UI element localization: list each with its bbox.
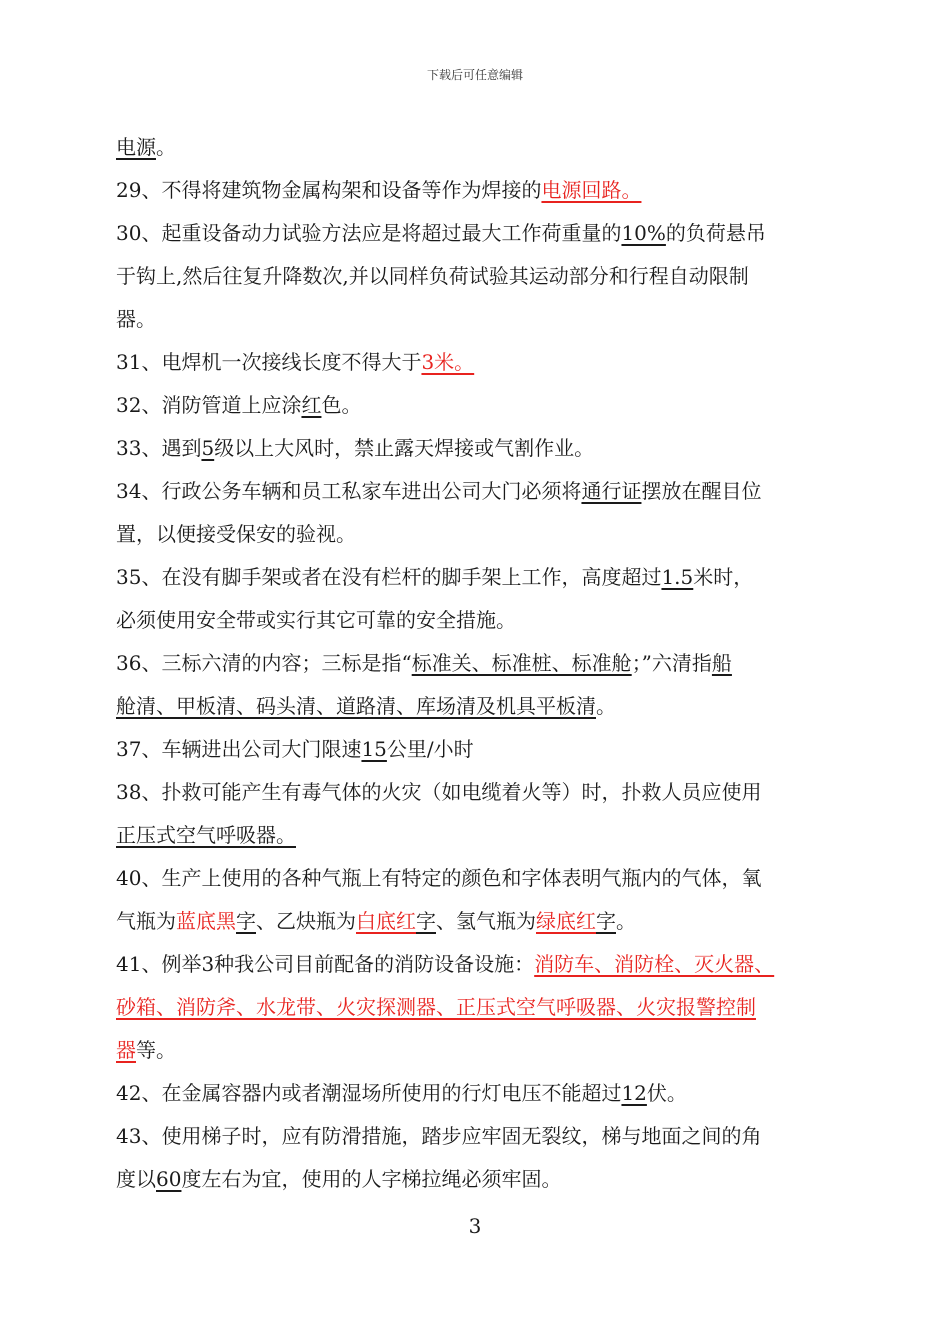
- text-segment: 伏。: [646, 1081, 687, 1105]
- answer-text: 红: [301, 393, 322, 417]
- text-line: [116, 857, 840, 900]
- answer-text: 船: [711, 651, 732, 675]
- text-line: [116, 384, 840, 427]
- text-segment: 37、车辆进出公司大门限速: [116, 737, 362, 761]
- text-line: [116, 685, 840, 728]
- answer-text: 字: [596, 909, 616, 933]
- text-segment: 的负荷悬吊: [665, 221, 766, 245]
- text-segment: 43、使用梯子时，应有防滑措施，踏步应牢固无裂纹，梯与地面之间的角: [116, 1124, 762, 1148]
- text-segment: 30、起重设备动力试验方法应是将超过最大工作荷重量的: [116, 221, 622, 245]
- text-segment: 31、电焊机一次接线长度不得大于: [116, 350, 422, 374]
- text-segment: 色。: [321, 393, 362, 417]
- text-segment: 。: [596, 694, 616, 718]
- text-line: [116, 814, 840, 857]
- answer-text: 5: [201, 436, 215, 460]
- page-number: 3: [468, 1214, 482, 1238]
- answer-text: 正压式空气呼吸器。: [116, 823, 296, 847]
- text-segment: 于钩上,然后往复升降数次,并以同样负荷试验其运动部分和行程自动限制: [116, 264, 749, 288]
- text-line: [116, 126, 840, 169]
- text-segment: 40、生产上使用的各种气瓶上有特定的颜色和字体表明气瓶内的气体，氧: [116, 866, 762, 890]
- text-segment: 34、行政公务车辆和员工私家车进出公司大门必须将: [116, 479, 582, 503]
- text-segment: 置，以便接受保安的验视。: [116, 522, 356, 546]
- text-line: [116, 986, 840, 1029]
- text-segment: 气瓶为: [116, 909, 176, 933]
- text-line: [116, 1072, 840, 1115]
- text-segment: 蓝底黑: [176, 909, 236, 933]
- text-segment: 35、在没有脚手架或者在没有栏杆的脚手架上工作，高度超过: [116, 565, 662, 589]
- text-segment: 米时，: [693, 565, 754, 589]
- answer-text: 60: [156, 1167, 182, 1191]
- text-line: [116, 642, 840, 685]
- text-line: [116, 900, 840, 943]
- text-segment: 级以上大风时，禁止露天焊接或气割作业。: [214, 436, 595, 460]
- text-segment: 32、消防管道上应涂: [116, 393, 302, 417]
- answer-text: 15: [361, 737, 387, 761]
- text-segment: 33、遇到: [116, 436, 202, 460]
- text-line: [116, 728, 840, 771]
- text-segment: 。: [616, 909, 636, 933]
- text-line: [116, 255, 840, 298]
- text-line: [116, 169, 840, 212]
- text-line: [116, 1029, 840, 1072]
- text-segment: 必须使用安全带或实行其它可靠的安全措施。: [116, 608, 516, 632]
- text-line: [116, 298, 840, 341]
- answer-text: 电源回路。: [541, 178, 642, 202]
- text-segment: 摆放在醒目位: [641, 479, 762, 503]
- text-segment: 41、例举3种我公司目前配备的消防设备设施：: [116, 952, 535, 976]
- answer-text: 器: [116, 1038, 136, 1062]
- text-line: [116, 212, 840, 255]
- answer-text: 通行证: [581, 479, 642, 503]
- answer-text: 绿底红: [536, 909, 596, 933]
- answer-text: 白底红: [356, 909, 416, 933]
- text-segment: 器。: [116, 307, 156, 331]
- answer-text: 标准关、标准桩、标准舱: [411, 651, 632, 675]
- document-body: [116, 126, 840, 1201]
- answer-text: 1.5: [661, 565, 694, 589]
- text-line: [116, 556, 840, 599]
- answer-text: 电源: [116, 135, 156, 159]
- text-segment: 36、三标六清的内容；三标是指“: [116, 651, 412, 675]
- text-segment: 公里/小时: [386, 737, 474, 761]
- answer-text: 字: [236, 909, 256, 933]
- text-segment: 度左右为宜，使用的人字梯拉绳必须牢固。: [181, 1167, 562, 1191]
- answer-text: 3米。: [421, 350, 475, 374]
- text-segment: 38、扑救可能产生有毒气体的火灾（如电缆着火等）时，扑救人员应使用: [116, 780, 762, 804]
- text-segment: 、乙炔瓶为: [256, 909, 356, 933]
- text-line: [116, 599, 840, 642]
- text-segment: 等。: [136, 1038, 176, 1062]
- page-header: 下载后可任意编辑: [426, 68, 523, 82]
- text-segment: ；”六清指: [631, 651, 712, 675]
- text-line: [116, 1115, 840, 1158]
- text-segment: 、氢气瓶为: [436, 909, 536, 933]
- text-segment: 。: [156, 135, 176, 159]
- text-segment: 29、不得将建筑物金属构架和设备等作为焊接的: [116, 178, 542, 202]
- text-line: [116, 470, 840, 513]
- answer-text: 砂箱、消防斧、水龙带、火灾探测器、正压式空气呼吸器、火灾报警控制: [116, 995, 756, 1019]
- answer-text: 消防车、消防栓、灭火器、: [534, 952, 775, 976]
- answer-text: 舱清、甲板清、码头清、道路清、库场清及机具平板清: [116, 694, 596, 718]
- answer-text: 12: [621, 1081, 647, 1105]
- text-line: [116, 427, 840, 470]
- text-line: [116, 943, 840, 986]
- text-segment: 度以: [116, 1167, 156, 1191]
- text-segment: 42、在金属容器内或者潮湿场所使用的行灯电压不能超过: [116, 1081, 622, 1105]
- text-line: [116, 513, 840, 556]
- answer-text: 字: [416, 909, 436, 933]
- text-line: [116, 771, 840, 814]
- text-line: [116, 1158, 840, 1201]
- answer-text: 10%: [621, 221, 666, 245]
- text-line: [116, 341, 840, 384]
